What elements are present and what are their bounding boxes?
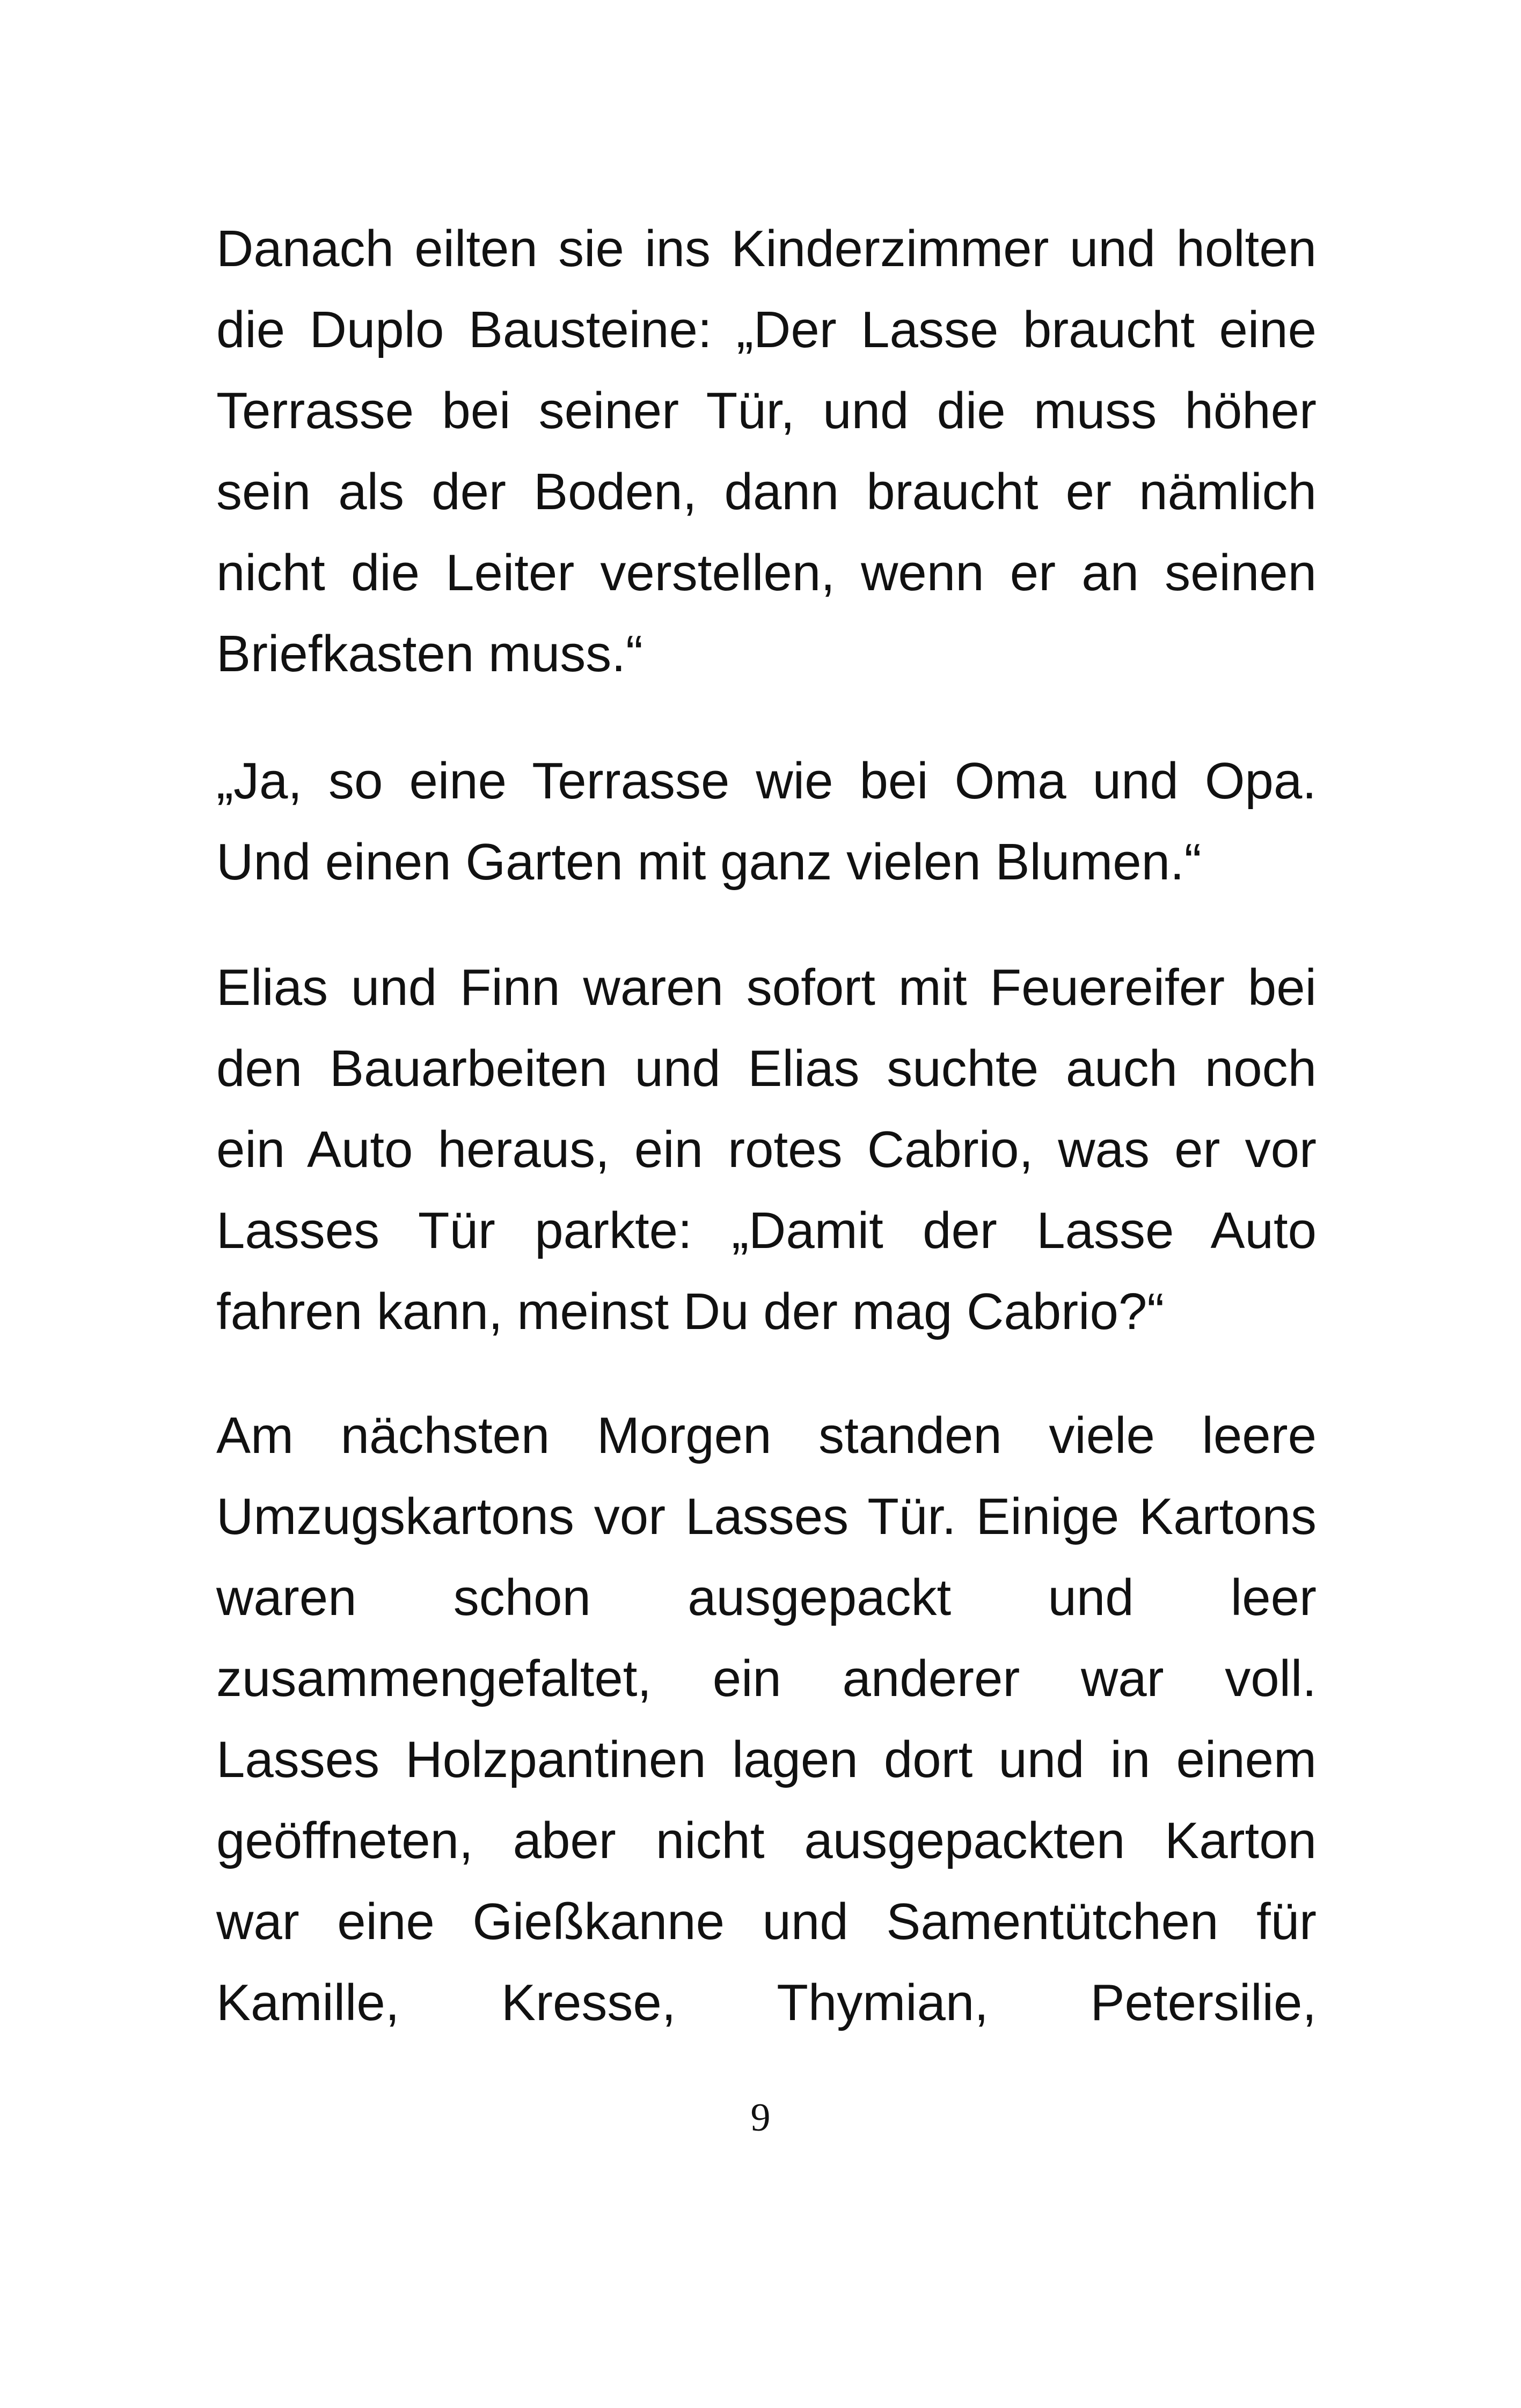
text-line: geöffneten, aber nicht ausgepackten Karton xyxy=(216,1812,1317,1869)
text-line: Elias und Finn waren sofort mit Feuereifer bei xyxy=(216,959,1317,1016)
text-line: Am nächsten Morgen standen viele leere xyxy=(216,1407,1317,1464)
text-line: Briefkasten muss.“ xyxy=(216,625,643,682)
text-line: Umzugskartons vor Lasses Tür. Einige Kartons xyxy=(216,1488,1317,1545)
text-line: nicht die Leiter verstellen, wenn er an seinen xyxy=(216,544,1317,601)
paragraph-4 xyxy=(216,1395,1317,2043)
paragraph-2 xyxy=(216,740,1317,902)
paragraph-1 xyxy=(216,208,1317,694)
text-line: Kamille, Kresse, Thymian, Petersilie, xyxy=(216,1974,1317,2031)
text-line: Lasses Tür parkte: „Damit der Lasse Auto xyxy=(216,1202,1317,1259)
text-line: „Ja, so eine Terrasse wie bei Oma und Opa. xyxy=(216,752,1317,810)
text-line: Danach eilten sie ins Kinderzimmer und holten xyxy=(216,220,1317,277)
text-line: Terrasse bei seiner Tür, und die muss höher xyxy=(216,382,1317,439)
text-line: zusammengefaltet, ein anderer war voll. xyxy=(216,1650,1317,1707)
text-line: Lasses Holzpantinen lagen dort und in einem xyxy=(216,1731,1317,1788)
text-line: ein Auto heraus, ein rotes Cabrio, was er vor xyxy=(216,1121,1317,1178)
paragraph-3 xyxy=(216,947,1317,1352)
text-line: fahren kann, meinst Du der mag Cabrio?“ xyxy=(216,1283,1165,1340)
text-line: sein als der Boden, dann braucht er nämlich xyxy=(216,463,1317,520)
page-number: 9 xyxy=(750,2096,771,2140)
text-line: war eine Gießkanne und Samentütchen für xyxy=(216,1893,1317,1950)
text-line: Und einen Garten mit ganz vielen Blumen.“ xyxy=(216,833,1202,891)
text-line: die Duplo Bausteine: „Der Lasse braucht eine xyxy=(216,301,1317,358)
text-line: waren schon ausgepackt und leer xyxy=(216,1569,1317,1626)
text-line: den Bauarbeiten und Elias suchte auch noch xyxy=(216,1040,1317,1097)
